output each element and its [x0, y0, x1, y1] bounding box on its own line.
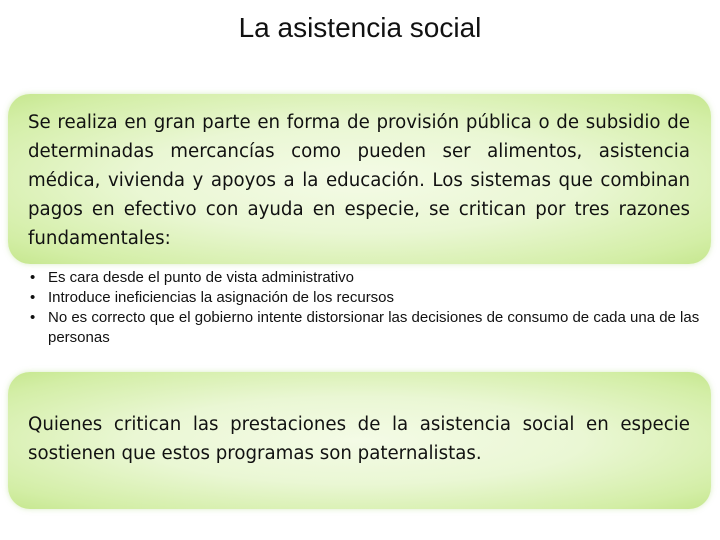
list-item [28, 308, 700, 348]
list-item [28, 288, 700, 308]
criticism-list [28, 268, 700, 348]
list-item-text: Es cara desde el punto de vista administrativo [48, 269, 354, 286]
list-item [28, 268, 700, 288]
bullet-icon: • [30, 289, 36, 306]
bullet-icon: • [30, 269, 36, 286]
conclusion-paragraph: Quienes critican las prestaciones de la asistencia social en especie sostienen que estos programas son paternalistas. [28, 414, 690, 464]
list-item-text: Introduce ineficiencias la asignación de los recursos [48, 289, 395, 306]
list-item-text: No es correcto que el gobierno intente distorsionar las decisiones de consumo de cada una de las personas [48, 309, 700, 346]
intro-paragraph: Se realiza en gran parte en forma de provisión pública o de subsidio de determinadas mercancías como pueden ser alimentos, asistencia médica, vivienda y apoyos a la educación. Los sistemas que combinan pagos en efectivo con ayuda en especie, se critican por tres razones fundamentales: [28, 112, 690, 249]
slide-title: La asistencia social [238, 12, 482, 43]
bullet-icon: • [30, 309, 36, 326]
